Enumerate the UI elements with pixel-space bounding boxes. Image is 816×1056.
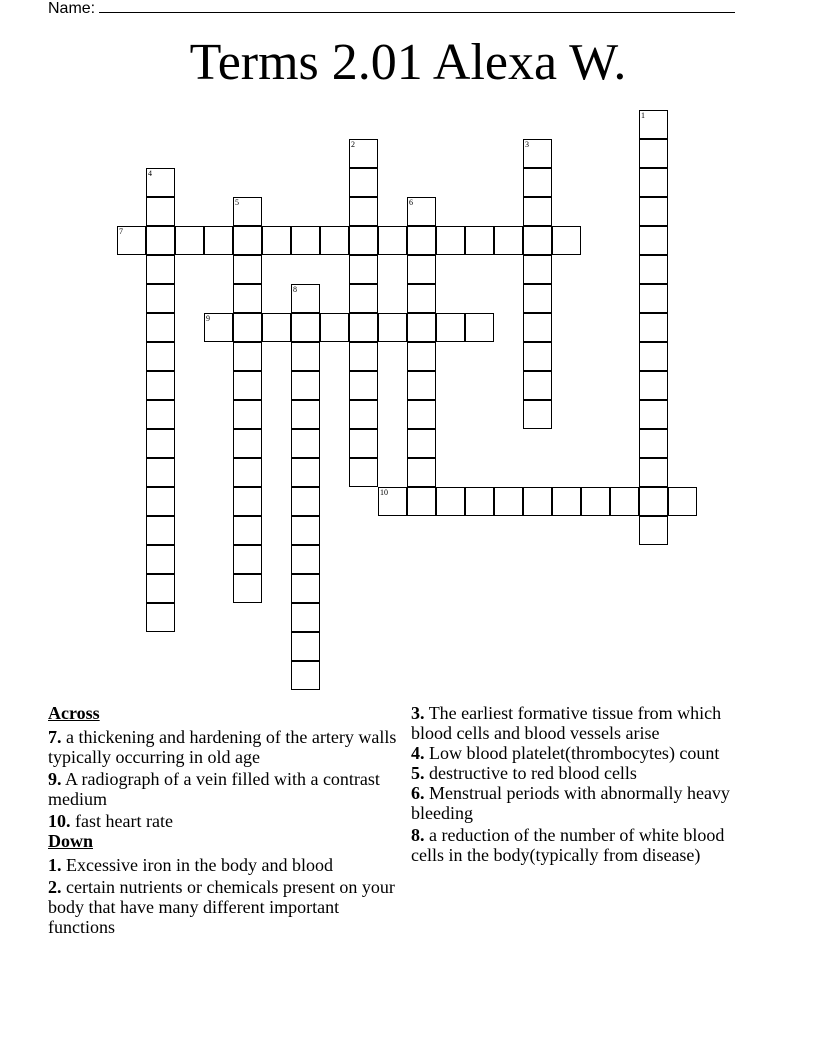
cell-number: 10	[380, 488, 388, 497]
clue-number: 8.	[411, 825, 425, 845]
clue-text: fast heart rate	[75, 811, 173, 831]
clue-number: 3.	[411, 703, 425, 723]
grid-cell[interactable]	[233, 313, 262, 342]
grid-cell[interactable]	[291, 458, 320, 487]
page-title: Terms 2.01 Alexa W.	[189, 34, 627, 91]
grid-cell[interactable]	[291, 574, 320, 603]
clue-text: A radiograph of a vein filled with a contrast medium	[48, 769, 380, 809]
grid-cell[interactable]	[523, 371, 552, 400]
grid-cell[interactable]	[639, 168, 668, 197]
clue-down-3	[411, 703, 761, 743]
grid-cell[interactable]	[436, 226, 465, 255]
cell-number: 2	[351, 140, 355, 149]
grid-cell[interactable]	[349, 139, 378, 168]
grid-cell[interactable]	[639, 284, 668, 313]
grid-cell[interactable]	[639, 487, 668, 516]
grid-cell[interactable]	[146, 487, 175, 516]
grid-cell[interactable]	[349, 458, 378, 487]
grid-cell[interactable]	[349, 371, 378, 400]
grid-cell[interactable]	[407, 458, 436, 487]
down-heading: Down	[48, 831, 94, 851]
grid-cell[interactable]	[291, 632, 320, 661]
grid-cell[interactable]	[378, 226, 407, 255]
clue-number: 6.	[411, 783, 425, 803]
grid-cell[interactable]	[175, 226, 204, 255]
grid-cell[interactable]	[407, 255, 436, 284]
grid-cell[interactable]	[349, 400, 378, 429]
grid-cell[interactable]	[262, 313, 291, 342]
grid-cell[interactable]	[233, 458, 262, 487]
grid-cell[interactable]	[233, 342, 262, 371]
grid-cell[interactable]	[291, 226, 320, 255]
grid-cell[interactable]	[639, 342, 668, 371]
grid-cell[interactable]	[146, 516, 175, 545]
cell-number: 1	[641, 111, 645, 120]
clue-down-2	[48, 877, 398, 937]
grid-cell[interactable]	[349, 313, 378, 342]
grid-cell[interactable]	[146, 168, 175, 197]
grid-cell[interactable]	[668, 487, 697, 516]
grid-cell[interactable]	[407, 197, 436, 226]
grid-cell[interactable]	[639, 110, 668, 139]
grid-cell[interactable]	[436, 487, 465, 516]
grid-cell[interactable]	[581, 487, 610, 516]
grid-cell[interactable]	[146, 342, 175, 371]
grid-cell[interactable]	[146, 458, 175, 487]
grid-cell[interactable]	[349, 255, 378, 284]
grid-cell[interactable]	[291, 284, 320, 313]
grid-cell[interactable]	[146, 197, 175, 226]
cell-number: 6	[409, 198, 413, 207]
grid-cell[interactable]	[494, 487, 523, 516]
grid-cell[interactable]	[552, 226, 581, 255]
clue-text: certain nutrients or chemicals present on your body that have many different important functions	[48, 877, 395, 937]
grid-cell[interactable]	[146, 429, 175, 458]
grid-cell[interactable]	[523, 487, 552, 516]
cell-number: 3	[525, 140, 529, 149]
grid-cell[interactable]	[233, 429, 262, 458]
grid-cell[interactable]	[523, 197, 552, 226]
grid-cell[interactable]	[639, 255, 668, 284]
grid-cell[interactable]	[233, 284, 262, 313]
grid-cell[interactable]	[407, 342, 436, 371]
grid-cell[interactable]	[146, 226, 175, 255]
grid-cell[interactable]	[349, 429, 378, 458]
grid-cell[interactable]	[523, 226, 552, 255]
clue-across-9	[48, 769, 398, 809]
grid-cell[interactable]	[291, 342, 320, 371]
clues-right-column	[411, 703, 761, 867]
clue-down-5	[411, 763, 761, 783]
grid-cell[interactable]	[146, 400, 175, 429]
grid-cell[interactable]	[639, 429, 668, 458]
grid-cell[interactable]	[291, 603, 320, 632]
grid-cell[interactable]	[146, 603, 175, 632]
grid-cell[interactable]	[349, 168, 378, 197]
clue-across-7	[48, 727, 398, 767]
clue-number: 5.	[411, 763, 425, 783]
grid-cell[interactable]	[494, 226, 523, 255]
grid-cell[interactable]	[378, 313, 407, 342]
grid-cell[interactable]	[523, 168, 552, 197]
grid-cell[interactable]	[291, 661, 320, 690]
grid-cell[interactable]	[233, 197, 262, 226]
grid-cell[interactable]	[407, 429, 436, 458]
grid-cell[interactable]	[407, 313, 436, 342]
grid-cell[interactable]	[639, 458, 668, 487]
grid-cell[interactable]	[291, 371, 320, 400]
grid-cell[interactable]	[407, 487, 436, 516]
grid-cell[interactable]	[552, 487, 581, 516]
grid-cell[interactable]	[610, 487, 639, 516]
grid-cell[interactable]	[204, 226, 233, 255]
clue-down-6	[411, 783, 761, 823]
clue-text: Menstrual periods with abnormally heavy bleeding	[411, 783, 730, 823]
grid-cell[interactable]	[639, 313, 668, 342]
grid-cell[interactable]	[320, 313, 349, 342]
grid-cell[interactable]	[523, 139, 552, 168]
grid-cell[interactable]	[378, 487, 407, 516]
grid-cell[interactable]	[407, 226, 436, 255]
grid-cell[interactable]	[146, 313, 175, 342]
grid-cell[interactable]	[407, 400, 436, 429]
grid-cell[interactable]	[233, 226, 262, 255]
grid-cell[interactable]	[233, 516, 262, 545]
grid-cell[interactable]	[320, 226, 349, 255]
cell-number: 7	[119, 227, 123, 236]
grid-cell[interactable]	[291, 516, 320, 545]
name-label: Name:	[48, 0, 96, 17]
grid-cell[interactable]	[233, 255, 262, 284]
grid-cell[interactable]	[523, 400, 552, 429]
grid-cell[interactable]	[465, 487, 494, 516]
clues-left-column	[48, 703, 398, 939]
clue-text: a reduction of the number of white blood cells in the body(typically from disease)	[411, 825, 725, 865]
clue-down-1	[48, 855, 398, 875]
grid-cell[interactable]	[639, 226, 668, 255]
clue-down-8	[411, 825, 761, 865]
cell-number: 9	[206, 314, 210, 323]
grid-cell[interactable]	[523, 342, 552, 371]
grid-cell[interactable]	[523, 255, 552, 284]
grid-cell[interactable]	[465, 226, 494, 255]
grid-cell[interactable]	[639, 516, 668, 545]
cell-number: 8	[293, 285, 297, 294]
grid-cell[interactable]	[146, 545, 175, 574]
grid-cell[interactable]	[117, 226, 146, 255]
grid-cell[interactable]	[407, 284, 436, 313]
grid-cell[interactable]	[233, 545, 262, 574]
grid-cell[interactable]	[291, 545, 320, 574]
grid-cell[interactable]	[523, 313, 552, 342]
clue-number: 1.	[48, 855, 62, 875]
clue-text: Low blood platelet(thrombocytes) count	[429, 743, 720, 763]
grid-cell[interactable]	[349, 197, 378, 226]
grid-cell[interactable]	[349, 284, 378, 313]
clue-number: 2.	[48, 877, 62, 897]
grid-cell[interactable]	[146, 284, 175, 313]
grid-cell[interactable]	[146, 255, 175, 284]
grid-cell[interactable]	[639, 197, 668, 226]
grid-cell[interactable]	[349, 342, 378, 371]
grid-cell[interactable]	[146, 574, 175, 603]
grid-cell[interactable]	[146, 371, 175, 400]
grid-cell[interactable]	[233, 400, 262, 429]
grid-cell[interactable]	[291, 429, 320, 458]
grid-cell[interactable]	[523, 284, 552, 313]
clue-number: 4.	[411, 743, 425, 763]
grid-cell[interactable]	[262, 226, 291, 255]
grid-cell[interactable]	[291, 400, 320, 429]
clue-number: 9.	[48, 769, 62, 789]
grid-cell[interactable]	[407, 371, 436, 400]
grid-cell[interactable]	[465, 313, 494, 342]
clue-text: The earliest formative tissue from which blood cells and blood vessels arise	[411, 703, 722, 743]
cell-number: 4	[148, 169, 152, 178]
clue-text: destructive to red blood cells	[429, 763, 637, 783]
grid-cell[interactable]	[233, 371, 262, 400]
across-heading: Across	[48, 703, 100, 723]
clue-across-10	[48, 811, 398, 831]
clue-number: 7.	[48, 727, 62, 747]
grid-cell[interactable]	[639, 139, 668, 168]
cell-number: 5	[235, 198, 239, 207]
grid-cell[interactable]	[436, 313, 465, 342]
grid-cell[interactable]	[291, 487, 320, 516]
clue-down-4	[411, 743, 761, 763]
clue-text: a thickening and hardening of the artery walls typically occurring in old age	[48, 727, 397, 767]
grid-cell[interactable]	[639, 400, 668, 429]
grid-cell[interactable]	[349, 226, 378, 255]
grid-cell[interactable]	[233, 487, 262, 516]
grid-cell[interactable]	[639, 371, 668, 400]
grid-cell[interactable]	[233, 574, 262, 603]
clue-text: Excessive iron in the body and blood	[66, 855, 333, 875]
grid-cell[interactable]	[291, 313, 320, 342]
clue-number: 10.	[48, 811, 71, 831]
grid-cell[interactable]	[204, 313, 233, 342]
